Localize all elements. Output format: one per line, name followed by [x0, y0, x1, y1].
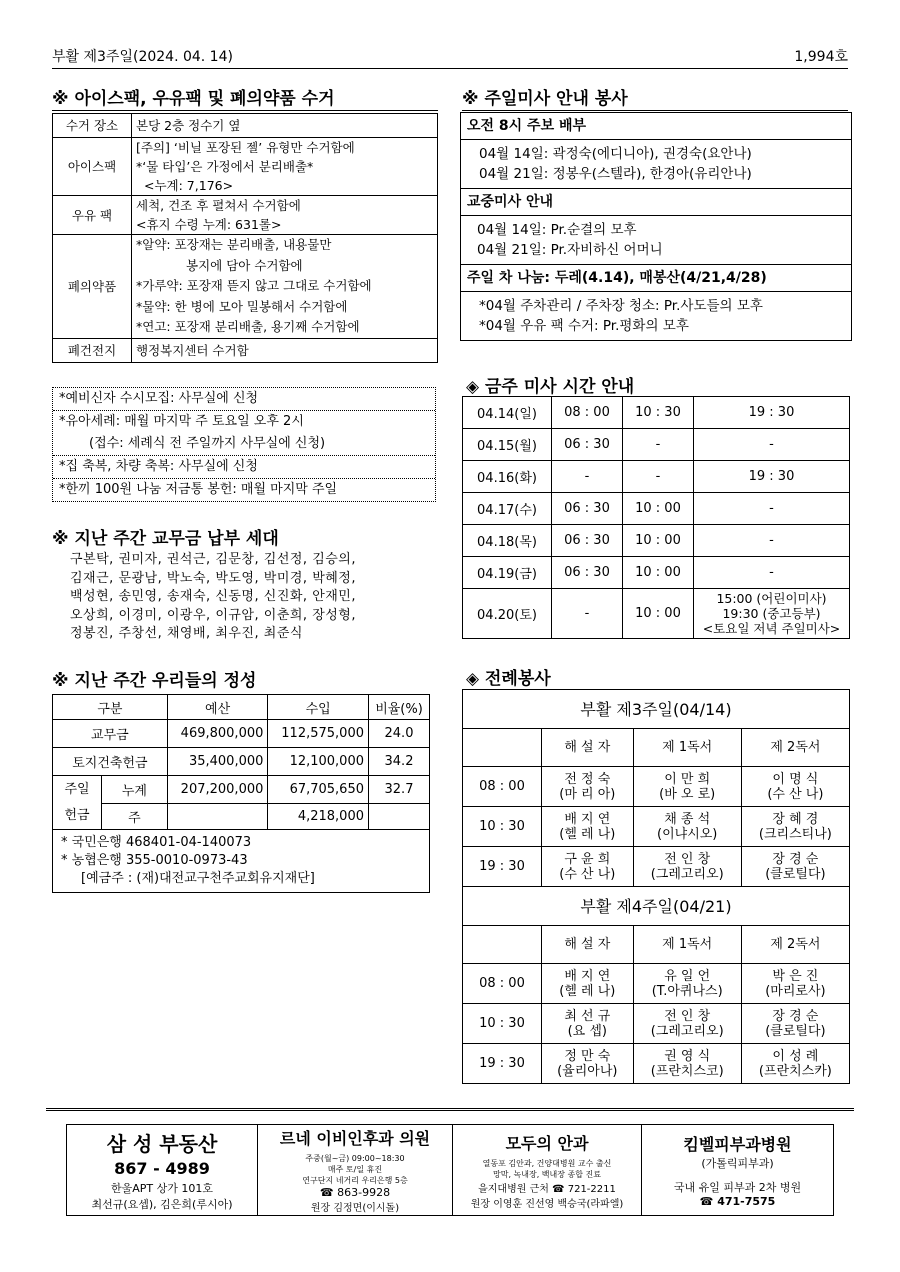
row-label: 토지건축헌금 — [53, 748, 168, 776]
ad-ent-clinic: 르네 이비인후과 의원 주중(월~금) 09:00~18:30 매주 토/일 휴진 연구단지 네거리 우리은행 5층 ☎ 863-9928 원장 김정면(이시돌) — [258, 1125, 453, 1215]
recycle-key: 우유 팩 — [53, 196, 132, 235]
recycle-key: 폐의약품 — [53, 235, 132, 339]
recycle-key: 아이스팩 — [53, 138, 132, 196]
ad-realestate: 삼 성 부동산 867 - 4989 한울APT 상가 101호 최선규(요셉), 김은희(루시아) — [67, 1125, 258, 1215]
table-row: 04.19(금) 06 : 30 10 : 00 - — [463, 557, 850, 589]
col-header: 구분 — [53, 695, 168, 720]
notice-line: *집 축복, 차량 축복: 사무실에 신청 — [53, 456, 435, 479]
week-mass-table — [462, 396, 850, 639]
notice-line: *예비신자 수시모집: 사무실에 신청 — [53, 388, 435, 411]
recycle-title: ※ 아이스팩, 우유팩 및 폐의약품 수거 — [52, 84, 438, 111]
week-title: 부활 제3주일(04/14) — [463, 690, 850, 729]
recycle-key: 폐건전지 — [53, 338, 132, 362]
offering-table: 구분 예산 수입 비율(%) 교무금 469,800,000 112,575,000 24.0 토지건축헌금 35,400,000 12,100,000 34.2 주일 헌금 누계 207,200,000 67,705,650 32.7 주 4,218,000 * 국민은행 468401-04-140073 * 농협은행 355-0010-0973-43 [예금주 : (재)대전교구천주교회유지재단] — [52, 694, 430, 893]
row-label: 교무금 — [53, 720, 168, 748]
issue-date: 부활 제3주일(2024. 04. 14) — [52, 49, 233, 65]
week-title: 부활 제4주일(04/21) — [463, 887, 850, 926]
bank-accounts: * 국민은행 468401-04-140073 * 농협은행 355-0010-0973-43 [예금주 : (재)대전교구천주교회유지재단] — [53, 830, 430, 893]
main-mass-list: 04월 14일: Pr.순결의 모후 04월 21일: Pr.자비하신 어머니 — [461, 216, 851, 265]
liturgy-table: 부활 제3주일(04/14) 해 설 자 제 1독서 제 2독서 08 : 00 전 정 숙 (마 리 아) 이 만 희 (바 오 로) 이 명 식 (수 산 나) 10 : 30 배 지 연 (헬 레 나) 채 종 석 (이냐시오) 장 혜 경 (크리스티나) 19 : 30 구 윤 희 (수 산 나) 전 인 창 (그레고리오) 장 경 순 (클로틸다) 부활 제4주일(04/21) 해 설 자 제 1독서 제 2독서 08 : 00 배 지 연 (헬 레 나) 유 일 언 (T.아퀴나스) 박 은 진 (마리로사) 10 : 30 최 선 규 (요 셉) 전 인 창 (그레고리오) 장 경 순 (클로틸다) 19 : 30 정 만 숙 (율리아나) 권 영 식 (프란치스코) 이 성 례 (프란치스카) — [462, 689, 850, 1084]
col-header: 비율(%) — [369, 695, 430, 720]
col-header: 예산 — [167, 695, 268, 720]
offering-title: ※ 지난 주간 우리들의 정성 — [52, 671, 257, 691]
ad-strip — [66, 1124, 834, 1216]
donors-title: ※ 지난 주간 교무금 납부 세대 — [52, 529, 279, 549]
table-row: 08 : 00 배 지 연 (헬 레 나) 유 일 언 (T.아퀴나스) 박 은 진 (마리로사) — [463, 964, 850, 1004]
table-row: 19 : 30 정 만 숙 (율리아나) 권 영 식 (프란치스코) 이 성 례 (프란치스카) — [463, 1044, 850, 1084]
table-row: 04.14(일) 08 : 00 10 : 30 19 : 30 — [463, 397, 850, 429]
donor-list: 구본탁, 권미자, 권석근, 김문창, 김선정, 김승의, 김재근, 문광남, 박노숙, 박도영, 박미경, 박혜정, 백성현, 송민영, 송재숙, 신동명, 신진화, 안재민, 오상희, 이경미, 이광우, 이규암, 이춘희, 장성형, 정봉진, 주창선, 채영배, 최우진, 최준식 — [70, 552, 356, 641]
notice-line: *한끼 100원 나눔 저금통 봉헌: 매월 마지막 주일 — [59, 482, 338, 497]
table-row: 04.16(화) - - 19 : 30 — [463, 461, 850, 493]
ad-dermatology: 킴벨피부과병원 (가톨릭피부과) 국내 유일 피부과 2차 병원 ☎ 471-7575 — [673, 1135, 802, 1208]
page-header — [52, 44, 848, 69]
parking-list: *04월 주차관리 / 주차장 청소: Pr.사도들의 모후 *04월 우유 팩 수거: Pr.평화의 모후 — [479, 298, 763, 334]
recycle-value: *알약: 포장재는 분리배출, 내용물만 봉지에 담아 수거함에 *가루약: 포장재 뜯지 않고 그대로 수거함에 *물약: 한 병에 모아 밀봉해서 수거함에 *연고: 포장재 분리배출, 용기째 수거함에 — [132, 235, 438, 339]
table-row: 04.20(토) - 10 : 00 15:00 (어린이미사) 19:30 (중고등부) <토요일 저녁 주일미사> — [463, 589, 850, 639]
bulletin-heading: 오전 8시 주보 배부 — [461, 113, 851, 140]
issue-number: 1,994호 — [794, 49, 848, 65]
recycle-table — [52, 113, 438, 363]
table-row: 10 : 30 최 선 규 (요 셉) 전 인 창 (그레고리오) 장 경 순 (클로틸다) — [463, 1004, 850, 1044]
recycle-value: 행정복지센터 수거함 — [132, 338, 438, 362]
mass-service-box — [460, 112, 852, 341]
table-row: 19 : 30 구 윤 희 (수 산 나) 전 인 창 (그레고리오) 장 경 순 (클로틸다) — [463, 847, 850, 887]
notice-box — [52, 387, 436, 502]
notice-line: *유아세례: 매월 마지막 주 토요일 오후 2시 — [59, 414, 304, 429]
table-row: 04.17(수) 06 : 30 10 : 00 - — [463, 493, 850, 525]
ad-eye-clinic: 모두의 안과 열동포 김안과, 건양대병원 교수 출신 망막, 녹내장, 백내장 종합 진료 을지대병원 근처 ☎ 721-2211 원장 이영훈 진선영 백승국(라파엘) — [453, 1125, 642, 1215]
notice-line: (접수: 세례식 전 주일까지 사무실에 신청) — [53, 433, 435, 456]
recycle-key: 수거 장소 — [53, 114, 132, 138]
table-row: 08 : 00 전 정 숙 (마 리 아) 이 만 희 (바 오 로) 이 명 식 (수 산 나) — [463, 767, 850, 807]
table-row: 04.15(월) 06 : 30 - - — [463, 429, 850, 461]
recycle-value: [주의] ‘비닐 포장된 젤’ 유형만 수거함에 *‘물 타입’은 가정에서 분리배출* <누계: 7,176> — [132, 138, 438, 196]
car-sharing-heading: 주일 차 나눔: 두레(4.14), 매봉산(4/21,4/28) — [461, 265, 851, 292]
bulletin-list: 04월 14일: 곽정숙(에디니아), 권경숙(요안나) 04월 21일: 정봉우(스텔라), 한경아(유리안나) — [461, 140, 851, 189]
table-row: 10 : 30 배 지 연 (헬 레 나) 채 종 석 (이냐시오) 장 혜 경 (크리스티나) — [463, 807, 850, 847]
mass-service-title: ※ 주일미사 안내 봉사 — [462, 84, 848, 111]
table-row: 04.18(목) 06 : 30 10 : 00 - — [463, 525, 850, 557]
recycle-value: 본당 2층 정수기 옆 — [132, 114, 438, 138]
footer-divider — [46, 1108, 854, 1111]
main-mass-heading: 교중미사 안내 — [461, 189, 851, 216]
liturgy-title: ◈ 전례봉사 — [466, 669, 551, 689]
col-header: 수입 — [268, 695, 369, 720]
recycle-value: 세척, 건조 후 펼쳐서 수거함에 <휴지 수령 누계: 631롤> — [132, 196, 438, 235]
week-mass-title: ◈ 금주 미사 시간 안내 — [466, 377, 635, 397]
